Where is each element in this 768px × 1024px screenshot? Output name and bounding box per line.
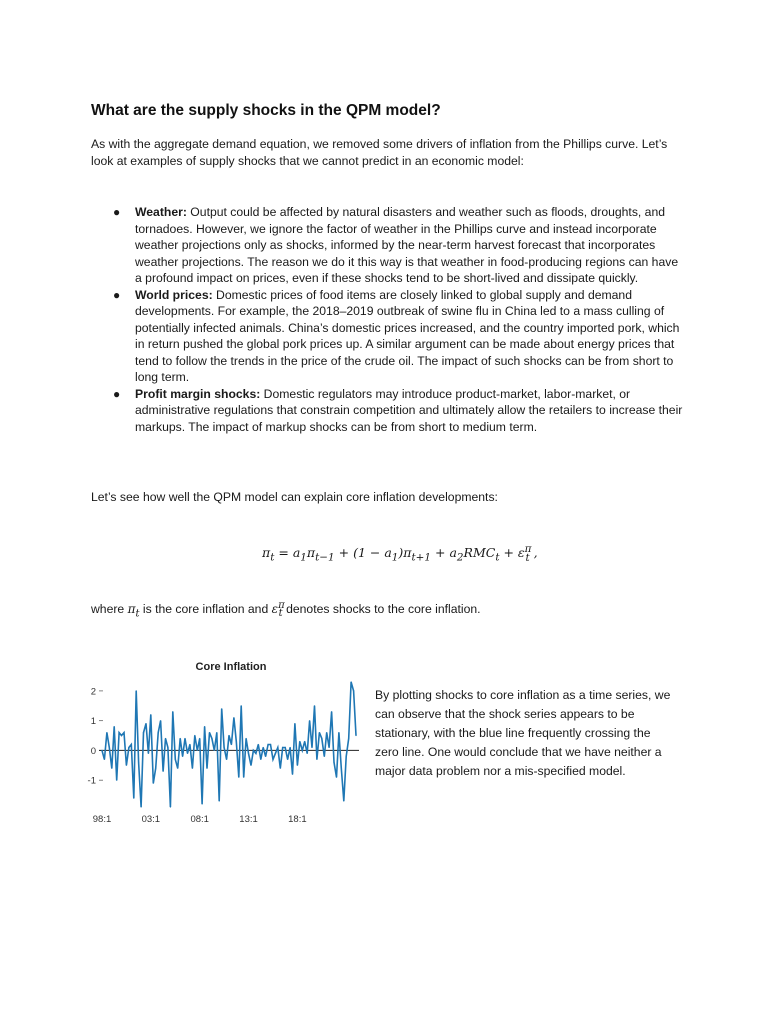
data-point	[216, 732, 217, 733]
data-point	[172, 711, 173, 712]
data-point	[321, 738, 322, 739]
data-point	[336, 777, 337, 778]
list-item-term: World prices:	[135, 287, 213, 302]
data-point	[101, 750, 102, 751]
data-point	[177, 768, 178, 769]
epsilon-symbol: $\varepsilon^\pi_t$	[271, 600, 285, 620]
data-point	[348, 738, 349, 739]
data-point	[187, 753, 188, 754]
data-point	[236, 741, 237, 742]
data-point	[128, 747, 129, 748]
y-axis	[88, 686, 103, 786]
data-point	[243, 777, 244, 778]
data-point	[233, 717, 234, 718]
data-point	[299, 741, 300, 742]
data-point	[148, 753, 149, 754]
intro-paragraph: As with the aggregate demand equation, we removed some drivers of inflation from the Phillips curve. Let’s look at examples of supply shocks that we cannot predict in an economic model:	[91, 137, 668, 168]
where-text-3: denotes shocks to the core inflation.	[282, 602, 481, 616]
y-tick-label: 1	[90, 716, 96, 728]
data-point	[114, 726, 115, 727]
chart-svg	[80, 652, 365, 832]
y-tick-label: 0	[90, 745, 96, 757]
data-point	[231, 744, 232, 745]
data-point	[221, 708, 222, 709]
data-point	[199, 738, 200, 739]
data-point	[184, 738, 185, 739]
data-point	[250, 765, 251, 766]
data-point	[138, 762, 139, 763]
data-point	[290, 747, 291, 748]
data-point	[155, 768, 156, 769]
y-tick-label: 2	[90, 686, 96, 698]
list-item-text: Domestic regulators may introduce product-market, labor-market, or administrative regulations that constrain competition and ultimately allow the retailers to increase their markups. The impact of markup shocks can be from short to medium term.	[135, 386, 683, 434]
data-point	[353, 690, 354, 691]
data-point	[123, 732, 124, 733]
list-item	[91, 386, 686, 436]
bullet-icon: ●	[113, 205, 121, 219]
data-point	[246, 738, 247, 739]
data-point	[214, 750, 215, 751]
data-point	[260, 759, 261, 760]
data-point	[277, 747, 278, 748]
data-point	[202, 803, 203, 804]
list-item	[91, 204, 686, 287]
data-point	[241, 705, 242, 706]
x-tick-label: 18:1	[288, 814, 307, 825]
data-point	[331, 711, 332, 712]
data-point	[341, 768, 342, 769]
data-point	[197, 750, 198, 751]
section-heading: What are the supply shocks in the QPM model?	[91, 102, 441, 119]
data-point	[272, 759, 273, 760]
data-point	[275, 753, 276, 754]
data-point	[282, 747, 283, 748]
data-point	[111, 768, 112, 769]
data-point	[133, 798, 134, 799]
x-axis	[93, 814, 307, 825]
data-point	[263, 747, 264, 748]
data-point	[355, 735, 356, 736]
data-point	[167, 747, 168, 748]
y-tick-label: -1	[87, 775, 96, 787]
data-point	[219, 800, 220, 801]
data-point	[338, 732, 339, 733]
data-point	[268, 744, 269, 745]
chart-title: Core Inflation	[195, 661, 267, 673]
x-tick-label: 03:1	[141, 814, 161, 825]
series-line	[102, 682, 356, 807]
data-point	[126, 765, 127, 766]
data-point	[170, 806, 171, 807]
data-point	[163, 771, 164, 772]
data-point	[285, 747, 286, 748]
data-point	[258, 744, 259, 745]
data-point	[346, 756, 347, 757]
data-point	[302, 750, 303, 751]
data-point	[158, 732, 159, 733]
data-point	[209, 732, 210, 733]
data-point	[324, 756, 325, 757]
list-item-term: Weather:	[135, 205, 187, 219]
x-tick-label: 08:1	[190, 814, 209, 825]
data-point	[194, 735, 195, 736]
data-point	[255, 753, 256, 754]
data-point	[333, 762, 334, 763]
data-point	[304, 741, 305, 742]
data-point	[204, 726, 205, 727]
x-tick-label: 13:1	[239, 814, 258, 825]
data-point	[160, 720, 161, 721]
list-item	[91, 287, 686, 386]
data-point	[182, 756, 183, 757]
data-point	[280, 768, 281, 769]
data-point	[226, 759, 227, 760]
data-point	[141, 806, 142, 807]
where-text-2: is the core inflation and	[139, 602, 272, 616]
data-point	[206, 768, 207, 769]
where-text-1: where	[91, 602, 128, 616]
data-point	[143, 732, 144, 733]
data-point	[228, 735, 229, 736]
data-point	[189, 744, 190, 745]
data-point	[153, 783, 154, 784]
data-point	[307, 753, 308, 754]
supply-shock-list	[91, 204, 686, 435]
data-point	[136, 690, 137, 691]
data-point	[238, 777, 239, 778]
data-point	[329, 747, 330, 748]
data-point	[316, 759, 317, 760]
list-item-term: Profit margin shocks:	[135, 386, 261, 401]
data-point	[287, 759, 288, 760]
data-point	[343, 800, 344, 801]
bullet-icon: ●	[113, 386, 121, 401]
data-point	[326, 732, 327, 733]
data-point	[211, 738, 212, 739]
data-point	[145, 723, 146, 724]
pi-symbol: $\pi_t$	[127, 602, 140, 620]
core-inflation-chart	[80, 652, 365, 832]
data-point	[248, 753, 249, 754]
data-point	[121, 735, 122, 736]
data-point	[104, 759, 105, 760]
data-point	[294, 723, 295, 724]
data-point	[309, 720, 310, 721]
data-point	[224, 747, 225, 748]
where-paragraph	[91, 598, 481, 623]
data-point	[292, 774, 293, 775]
data-point	[175, 759, 176, 760]
list-item-text: Output could be affected by natural disasters and weather such as floods, droughts, and tornadoes. However, we ignore the factor of weather in the Phillips curve and instead incorporate weather projections only as shocks, informed by the near-term harvest forecast that incorporates weather projections. The reason we do it this way is that weather in food-producing regions can have a profound impact on prices, even if these shocks tend to be short-lived and dissipate quickly.	[135, 205, 679, 285]
data-point	[131, 744, 132, 745]
data-point	[311, 747, 312, 748]
data-point	[192, 768, 193, 769]
data-point	[297, 765, 298, 766]
data-point	[106, 732, 107, 733]
phillips-curve-equation: $\pi_t = a_1\pi_{t-1} + (1 - a_1)\pi_{t+1} + a_2RMC_t + \varepsilon^\pi_t$ ,	[262, 543, 538, 564]
data-point	[270, 744, 271, 745]
data-point	[116, 780, 117, 781]
lead-in-paragraph: Let’s see how well the QPM model can explain core inflation developments:	[91, 490, 498, 504]
data-point	[109, 747, 110, 748]
data-point	[265, 756, 266, 757]
data-point	[119, 732, 120, 733]
data-point	[165, 738, 166, 739]
data-point	[314, 705, 315, 706]
list-item-text: Domestic prices of food items are closely linked to global supply and demand developments. For example, the 2018–2019 outbreak of swine flu in China led to a mass culling of potentially infected animals. China’s domestic prices increased, and the country imported pork, which in return pushed the global pork prices up. A similar argument can be made about energy prices that tend to follow the trends in the price of the crude oil. The impact of such shocks can be from short to long term.	[135, 287, 680, 384]
data-point	[150, 714, 151, 715]
bullet-icon: ●	[113, 287, 121, 302]
data-point	[180, 738, 181, 739]
data-point	[351, 681, 352, 682]
x-tick-label: 98:1	[92, 814, 112, 825]
chart-caption: By plotting shocks to core inflation as a time series, we can observe that the shock series appears to be stationary, with the blue line frequently crossing the zero line. One would conclude that we have neither a major data problem nor a mis-specified model.	[375, 688, 671, 778]
data-point	[253, 750, 254, 751]
data-point	[319, 732, 320, 733]
